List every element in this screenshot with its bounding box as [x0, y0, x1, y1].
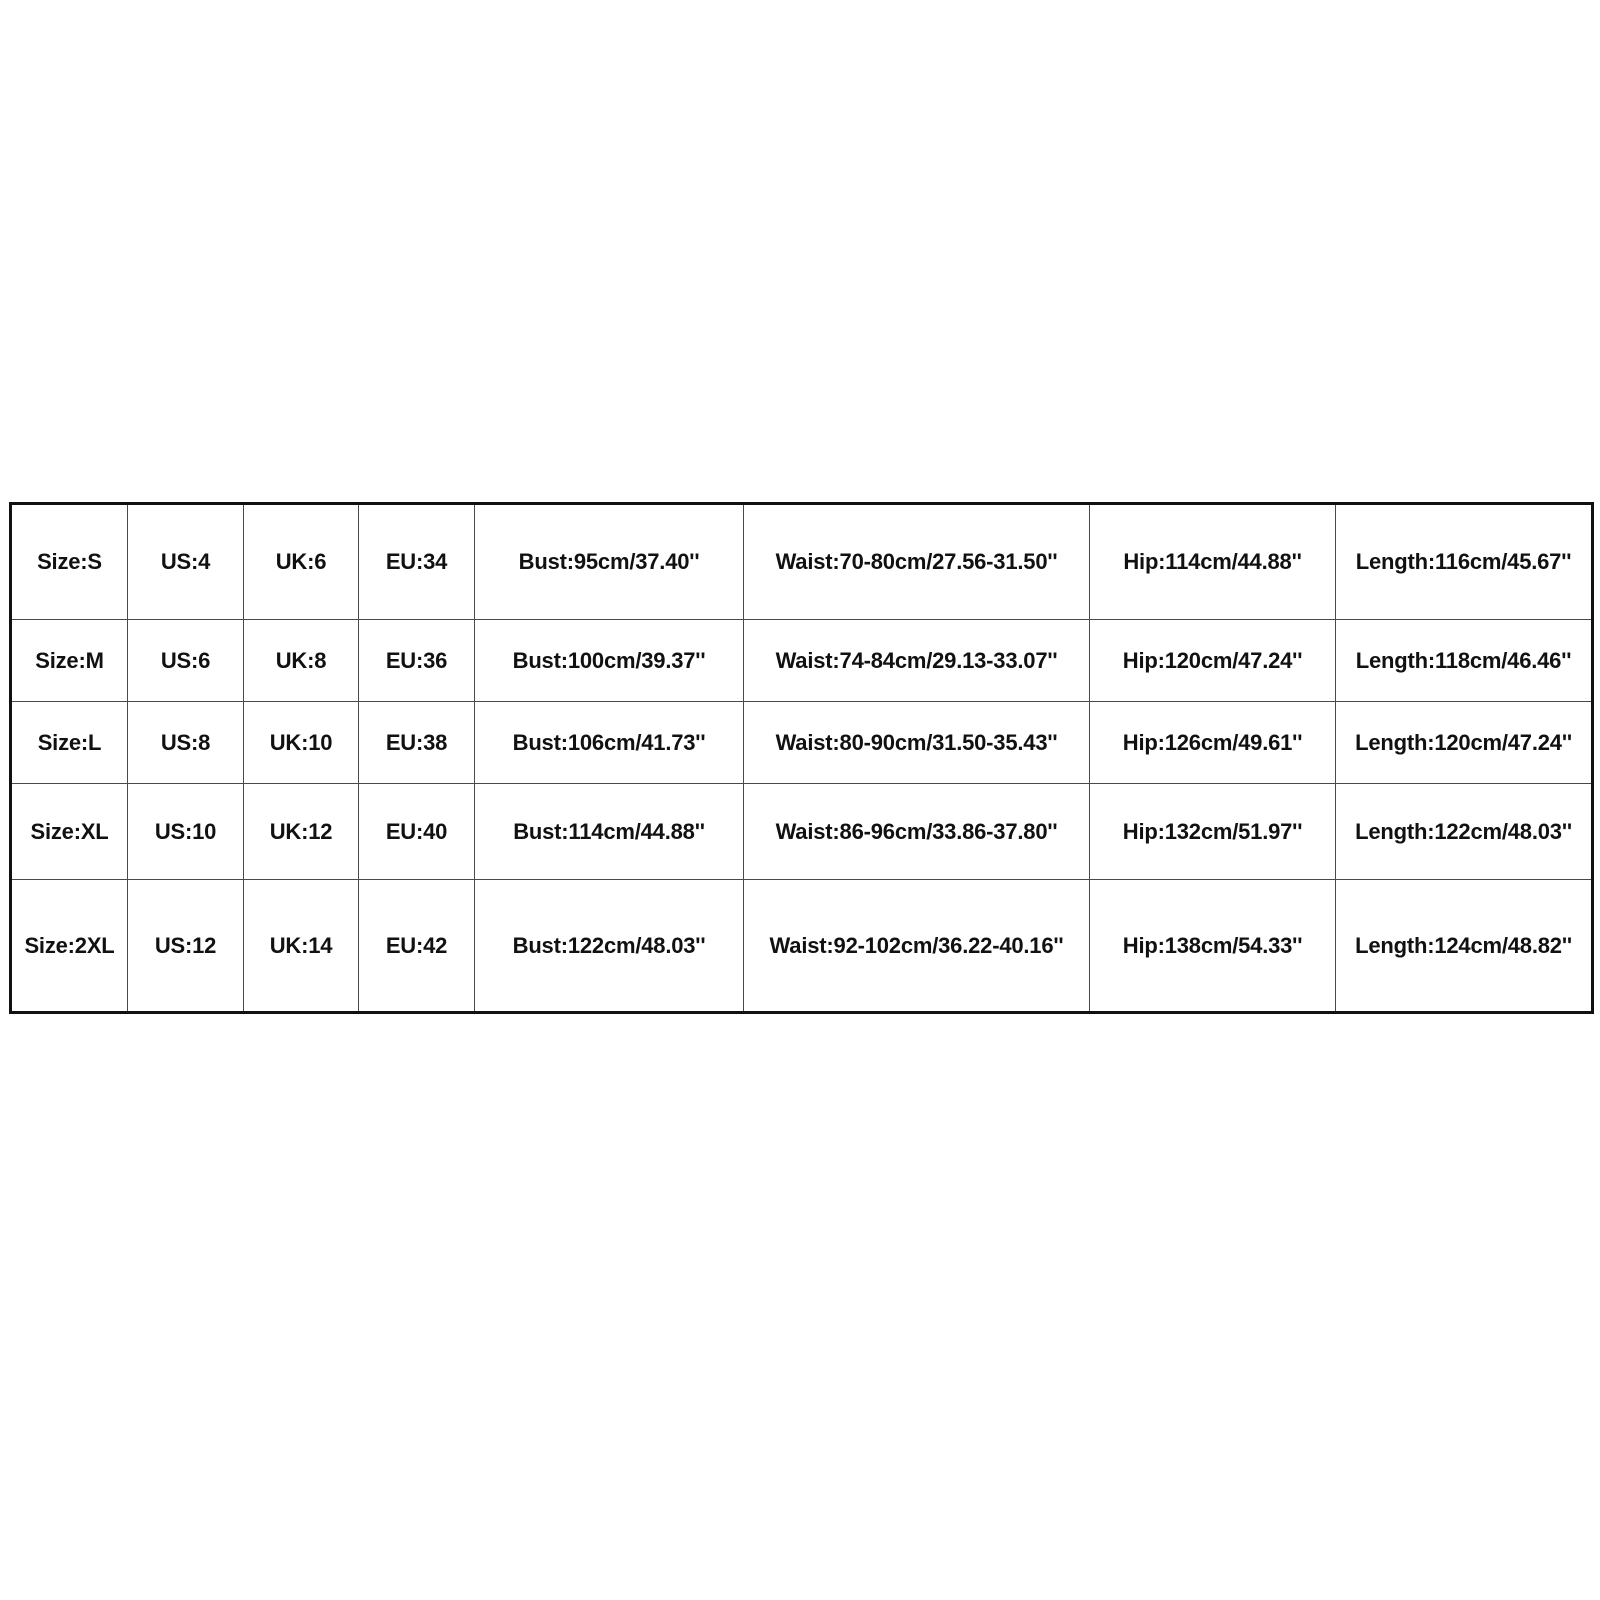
- bust-cell: Bust:114cm/44.88'': [475, 784, 744, 880]
- waist-cell: Waist:86-96cm/33.86-37.80'': [744, 784, 1090, 880]
- size-cell: Size:S: [11, 504, 128, 620]
- length-cell: Length:120cm/47.24'': [1336, 702, 1593, 784]
- us-size-cell: US:10: [128, 784, 244, 880]
- waist-cell: Waist:92-102cm/36.22-40.16'': [744, 880, 1090, 1013]
- size-cell: Size:M: [11, 620, 128, 702]
- uk-size-cell: UK:14: [244, 880, 359, 1013]
- eu-size-cell: EU:42: [359, 880, 475, 1013]
- size-chart-table: [9, 502, 1594, 1014]
- length-cell: Length:116cm/45.67'': [1336, 504, 1593, 620]
- table-row: [11, 504, 1593, 620]
- waist-cell: Waist:74-84cm/29.13-33.07'': [744, 620, 1090, 702]
- eu-size-cell: EU:38: [359, 702, 475, 784]
- size-cell: Size:L: [11, 702, 128, 784]
- eu-size-cell: EU:40: [359, 784, 475, 880]
- waist-cell: Waist:70-80cm/27.56-31.50'': [744, 504, 1090, 620]
- us-size-cell: US:12: [128, 880, 244, 1013]
- eu-size-cell: EU:36: [359, 620, 475, 702]
- table-row: [11, 880, 1593, 1013]
- uk-size-cell: UK:6: [244, 504, 359, 620]
- table-row: [11, 702, 1593, 784]
- length-cell: Length:118cm/46.46'': [1336, 620, 1593, 702]
- bust-cell: Bust:106cm/41.73'': [475, 702, 744, 784]
- uk-size-cell: UK:12: [244, 784, 359, 880]
- uk-size-cell: UK:10: [244, 702, 359, 784]
- eu-size-cell: EU:34: [359, 504, 475, 620]
- hip-cell: Hip:126cm/49.61'': [1090, 702, 1336, 784]
- size-cell: Size:2XL: [11, 880, 128, 1013]
- hip-cell: Hip:114cm/44.88'': [1090, 504, 1336, 620]
- hip-cell: Hip:120cm/47.24'': [1090, 620, 1336, 702]
- length-cell: Length:122cm/48.03'': [1336, 784, 1593, 880]
- us-size-cell: US:6: [128, 620, 244, 702]
- table-row: [11, 620, 1593, 702]
- waist-cell: Waist:80-90cm/31.50-35.43'': [744, 702, 1090, 784]
- hip-cell: Hip:138cm/54.33'': [1090, 880, 1336, 1013]
- us-size-cell: US:8: [128, 702, 244, 784]
- length-cell: Length:124cm/48.82'': [1336, 880, 1593, 1013]
- bust-cell: Bust:122cm/48.03'': [475, 880, 744, 1013]
- size-cell: Size:XL: [11, 784, 128, 880]
- bust-cell: Bust:95cm/37.40'': [475, 504, 744, 620]
- uk-size-cell: UK:8: [244, 620, 359, 702]
- us-size-cell: US:4: [128, 504, 244, 620]
- table-row: [11, 784, 1593, 880]
- hip-cell: Hip:132cm/51.97'': [1090, 784, 1336, 880]
- bust-cell: Bust:100cm/39.37'': [475, 620, 744, 702]
